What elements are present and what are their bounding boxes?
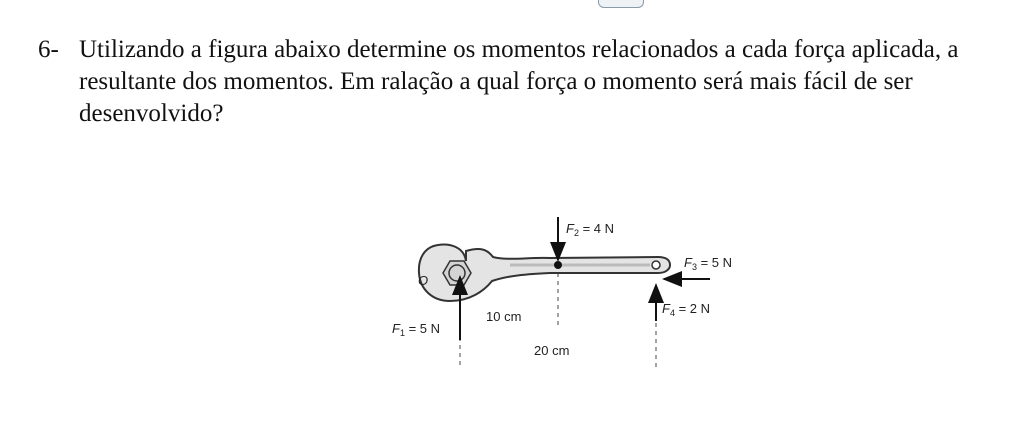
dimension-20cm-label: 20 cm (534, 343, 570, 358)
pivot-label: O (418, 273, 429, 288)
force-f4-label: $F_4 = 2$ N (662, 301, 711, 318)
question-text: Utilizando a figura abaixo determine os momentos relacionados a cada força aplicada, a resultante dos momentos. Em ralação a qual força o momento será mais fácil de ser desenvolvido? (79, 36, 959, 127)
force-f2-label: $F_2 = 4$ N (566, 221, 615, 238)
wrench-diagram (380, 205, 760, 375)
question-number: 6- (38, 36, 59, 63)
dimension-10cm-label: 10 cm (486, 309, 522, 324)
force-f3-label: $F_3 = 5$ N (684, 255, 733, 272)
wrench-figure (380, 205, 760, 375)
top-tab (598, 0, 644, 8)
wrench-icon (419, 245, 670, 301)
force-f1-label: $F_1 = 5$ N (392, 321, 441, 338)
